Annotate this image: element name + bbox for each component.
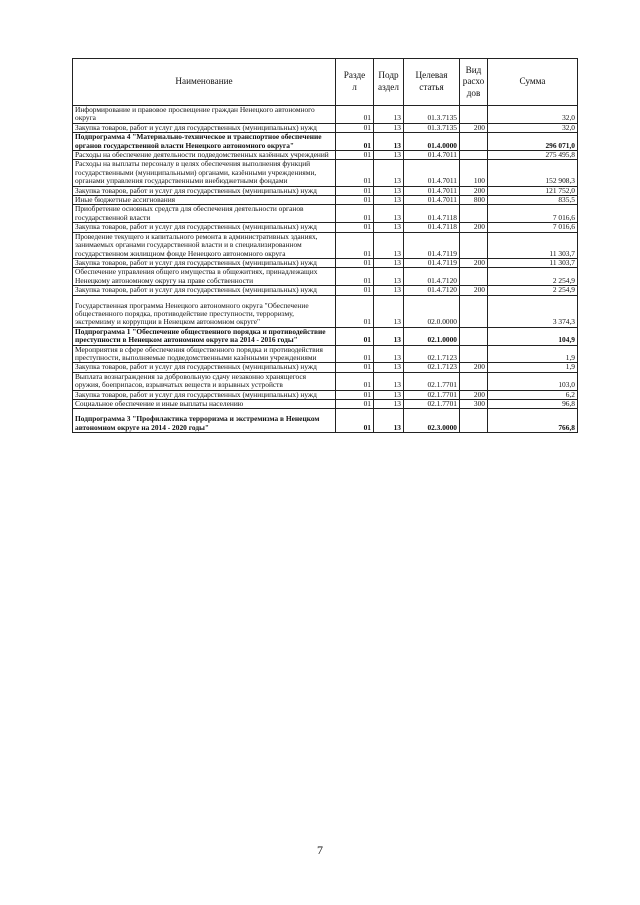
row-sum: 7 016,6	[488, 223, 578, 232]
row-expense-type	[460, 232, 488, 258]
table-row	[73, 363, 578, 372]
row-expense-type: 200	[460, 186, 488, 195]
row-name: Закупка товаров, работ и услуг для государственных (муниципальных) нужд	[73, 390, 336, 399]
row-expense-type: 800	[460, 196, 488, 205]
row-name: Закупка товаров, работ и услуг для государственных (муниципальных) нужд	[73, 286, 336, 295]
table-row	[73, 205, 578, 223]
row-name: Подпрограмма 3 "Профилактика терроризма и экстремизма в Ненецком автономном округе на 2014 - 2020 годы"	[73, 409, 336, 433]
row-section: 01	[336, 133, 374, 151]
row-section: 01	[336, 186, 374, 195]
row-subsection: 13	[374, 286, 404, 295]
row-expense-type: 200	[460, 223, 488, 232]
row-sum: 104,9	[488, 327, 578, 345]
row-section: 01	[336, 390, 374, 399]
row-target: 01.4.7011	[404, 160, 460, 186]
header-sum: Сумма	[488, 59, 578, 106]
row-sum: 103,0	[488, 372, 578, 390]
row-target: 02.1.7701	[404, 372, 460, 390]
row-subsection: 13	[374, 268, 404, 286]
row-subsection: 13	[374, 372, 404, 390]
table-row	[73, 232, 578, 258]
row-expense-type	[460, 295, 488, 327]
row-subsection: 13	[374, 409, 404, 433]
row-subsection: 13	[374, 223, 404, 232]
header-section: Разде л	[336, 59, 374, 106]
table-row	[73, 196, 578, 205]
row-subsection: 13	[374, 258, 404, 267]
row-target: 02.0.0000	[404, 295, 460, 327]
row-sum: 1,9	[488, 345, 578, 363]
row-sum: 6,2	[488, 390, 578, 399]
row-target: 01.4.7119	[404, 232, 460, 258]
table-row	[73, 133, 578, 151]
row-subsection: 13	[374, 327, 404, 345]
budget-table	[72, 58, 578, 433]
row-target: 01.3.7135	[404, 123, 460, 132]
row-subsection: 13	[374, 133, 404, 151]
row-section: 01	[336, 196, 374, 205]
row-name: Закупка товаров, работ и услуг для государственных (муниципальных) нужд	[73, 258, 336, 267]
row-sum: 96,8	[488, 400, 578, 409]
row-subsection: 13	[374, 363, 404, 372]
row-sum: 1,9	[488, 363, 578, 372]
row-sum: 766,8	[488, 409, 578, 433]
row-target: 01.3.7135	[404, 106, 460, 124]
row-target: 01.4.7011	[404, 151, 460, 160]
row-subsection: 13	[374, 400, 404, 409]
row-subsection: 13	[374, 123, 404, 132]
row-name: Расходы на обеспечение деятельности подведомственных казённых учреждений	[73, 151, 336, 160]
row-expense-type	[460, 268, 488, 286]
row-name: Подпрограмма 4 "Материально-техническое и транспортное обеспечение органов государственной власти Ненецкого автономного округа"	[73, 133, 336, 151]
table-row	[73, 372, 578, 390]
row-section: 01	[336, 232, 374, 258]
row-target: 02.1.7123	[404, 345, 460, 363]
row-expense-type	[460, 151, 488, 160]
row-section: 01	[336, 409, 374, 433]
row-name: Мероприятия в сфере обеспечения общественного порядка и противодействия преступности, выполняемые подведомственными казёнными учреждениями	[73, 345, 336, 363]
row-target: 01.4.7011	[404, 186, 460, 195]
row-name: Выплата вознаграждения за добровольную сдачу незаконно хранящегося оружия, боеприпасов, взрывчатых веществ и взрывных устройств	[73, 372, 336, 390]
row-sum: 152 908,3	[488, 160, 578, 186]
row-subsection: 13	[374, 106, 404, 124]
row-sum: 2 254,9	[488, 268, 578, 286]
header-expense-type: Вид расхо дов	[460, 59, 488, 106]
row-subsection: 13	[374, 390, 404, 399]
row-section: 01	[336, 327, 374, 345]
row-name: Закупка товаров, работ и услуг для государственных (муниципальных) нужд	[73, 123, 336, 132]
table-row	[73, 160, 578, 186]
row-expense-type	[460, 345, 488, 363]
row-subsection: 13	[374, 151, 404, 160]
row-expense-type: 200	[460, 286, 488, 295]
table-row	[73, 400, 578, 409]
row-expense-type	[460, 372, 488, 390]
row-name: Социальное обеспечение и иные выплаты населению	[73, 400, 336, 409]
row-section: 01	[336, 295, 374, 327]
row-subsection: 13	[374, 186, 404, 195]
row-section: 01	[336, 123, 374, 132]
row-target: 01.4.0000	[404, 133, 460, 151]
row-sum: 275 495,8	[488, 151, 578, 160]
table-row	[73, 123, 578, 132]
row-section: 01	[336, 400, 374, 409]
table-row	[73, 390, 578, 399]
row-target: 02.3.0000	[404, 409, 460, 433]
header-target: Целевая статья	[404, 59, 460, 106]
row-section: 01	[336, 151, 374, 160]
row-section: 01	[336, 363, 374, 372]
row-name: Закупка товаров, работ и услуг для государственных (муниципальных) нужд	[73, 363, 336, 372]
row-name: Иные бюджетные ассигнования	[73, 196, 336, 205]
row-subsection: 13	[374, 345, 404, 363]
table-row	[73, 258, 578, 267]
row-sum: 11 303,7	[488, 258, 578, 267]
row-expense-type	[460, 106, 488, 124]
row-expense-type	[460, 133, 488, 151]
row-target: 01.4.7120	[404, 268, 460, 286]
row-name: Информирование и правовое просвещение граждан Ненецкого автономного округа	[73, 106, 336, 124]
row-section: 01	[336, 268, 374, 286]
row-expense-type	[460, 409, 488, 433]
row-target: 01.4.7118	[404, 205, 460, 223]
row-name: Обеспечение управления общего имущества в общежитиях, принадлежащих Ненецкому автономному округу на праве собственности	[73, 268, 336, 286]
row-name: Подпрограмма 1 "Обеспечение общественного порядка и противодействие преступности в Ненецком автономном округе на 2014 - 2016 годы"	[73, 327, 336, 345]
row-section: 01	[336, 160, 374, 186]
row-target: 01.4.7011	[404, 196, 460, 205]
row-name: Приобретение основных средств для обеспечения деятельности органов государственной власти	[73, 205, 336, 223]
row-section: 01	[336, 286, 374, 295]
row-expense-type: 200	[460, 390, 488, 399]
row-sum: 32,0	[488, 123, 578, 132]
row-section: 01	[336, 372, 374, 390]
row-name: Расходы на выплаты персоналу в целях обеспечения выполнения функций государственными (муниципальными) органами, казёнными учреждениями, органами управления государственными внебюджетными фондами	[73, 160, 336, 186]
row-section: 01	[336, 258, 374, 267]
row-expense-type: 100	[460, 160, 488, 186]
row-section: 01	[336, 223, 374, 232]
row-target: 02.1.7701	[404, 390, 460, 399]
row-name: Закупка товаров, работ и услуг для государственных (муниципальных) нужд	[73, 223, 336, 232]
row-sum: 296 071,0	[488, 133, 578, 151]
row-expense-type: 300	[460, 400, 488, 409]
table-row	[73, 268, 578, 286]
header-name: Наименование	[73, 59, 336, 106]
header-subsection: Подр аздел	[374, 59, 404, 106]
row-name: Закупка товаров, работ и услуг для государственных (муниципальных) нужд	[73, 186, 336, 195]
row-target: 02.1.7701	[404, 400, 460, 409]
row-target: 02.1.0000	[404, 327, 460, 345]
table-row	[73, 409, 578, 433]
row-name: Государственная программа Ненецкого автономного округа "Обеспечение общественного порядка, противодействие преступности, терроризму, экстремизму и коррупции в Ненецком автономном округе"	[73, 295, 336, 327]
table-row	[73, 295, 578, 327]
table-row	[73, 186, 578, 195]
row-name: Проведение текущего и капитального ремонта в административных зданиях, занимаемых органами государственной власти и в специализированном государственном жилищном фонде Ненецкого автономного округа	[73, 232, 336, 258]
row-section: 01	[336, 205, 374, 223]
row-subsection: 13	[374, 160, 404, 186]
row-sum: 835,5	[488, 196, 578, 205]
table-header-row	[73, 59, 578, 106]
row-expense-type	[460, 205, 488, 223]
table-row	[73, 286, 578, 295]
table-row	[73, 106, 578, 124]
row-sum: 32,0	[488, 106, 578, 124]
row-section: 01	[336, 345, 374, 363]
table-row	[73, 327, 578, 345]
row-target: 01.4.7118	[404, 223, 460, 232]
row-subsection: 13	[374, 205, 404, 223]
row-expense-type: 200	[460, 123, 488, 132]
row-expense-type: 200	[460, 363, 488, 372]
page-number: 7	[317, 843, 323, 857]
row-subsection: 13	[374, 196, 404, 205]
table-row	[73, 345, 578, 363]
row-expense-type	[460, 327, 488, 345]
row-section: 01	[336, 106, 374, 124]
row-target: 01.4.7119	[404, 258, 460, 267]
row-expense-type: 200	[460, 258, 488, 267]
table-row	[73, 223, 578, 232]
row-target: 01.4.7120	[404, 286, 460, 295]
row-target: 02.1.7123	[404, 363, 460, 372]
table-body	[73, 106, 578, 433]
row-subsection: 13	[374, 295, 404, 327]
row-sum: 11 303,7	[488, 232, 578, 258]
row-subsection: 13	[374, 232, 404, 258]
row-sum: 3 374,3	[488, 295, 578, 327]
row-sum: 7 016,6	[488, 205, 578, 223]
table-row	[73, 151, 578, 160]
row-sum: 2 254,9	[488, 286, 578, 295]
row-sum: 121 752,0	[488, 186, 578, 195]
